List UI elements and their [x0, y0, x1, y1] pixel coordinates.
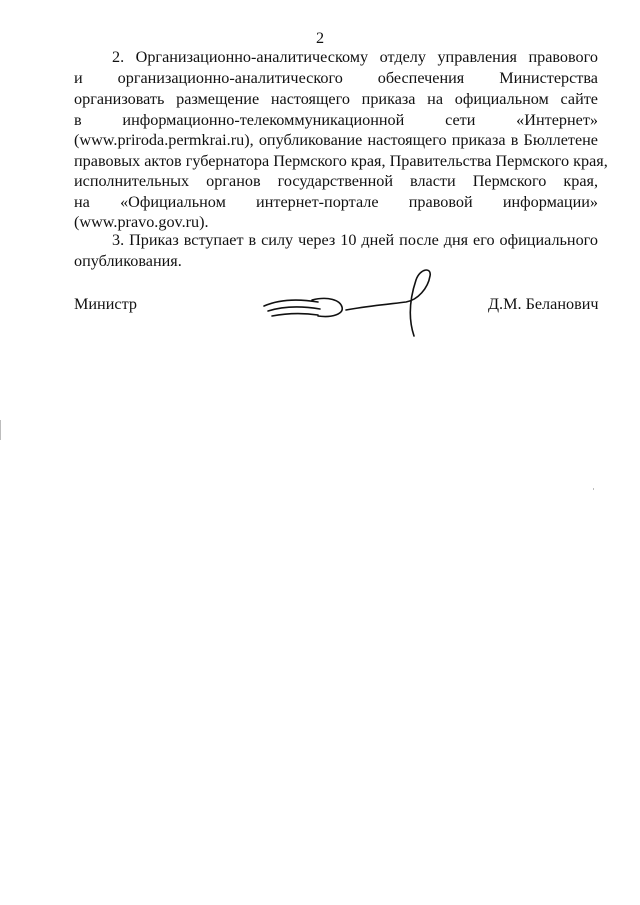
scan-edge-mark: [0, 420, 1, 440]
page-number: 2: [315, 29, 325, 47]
scan-speck: [593, 488, 594, 490]
paragraph-2-line-1: 2. Организационно-аналитическому отделу управления правового: [112, 48, 598, 66]
handwritten-signature: [258, 266, 458, 346]
signatory-name: Д.М. Беланович: [488, 295, 599, 313]
paragraph-2-line-8: на «Официальном интернет-портале правовой информации»: [74, 193, 598, 211]
paragraph-2-line-5: (www.priroda.permkrai.ru), опубликование настоящего приказа в Бюллетене: [74, 131, 598, 149]
signatory-title: Министр: [74, 295, 137, 313]
paragraph-2-line-9: (www.pravo.gov.ru).: [74, 213, 209, 231]
paragraph-2-line-3: организовать размещение настоящего приказа на официальном сайте: [74, 90, 598, 108]
paragraph-3-line-2: опубликования.: [74, 252, 182, 270]
paragraph-3-line-1: 3. Приказ вступает в силу через 10 дней после дня его официального: [112, 231, 598, 249]
paragraph-2-line-2: и организационно-аналитического обеспечения Министерства: [74, 69, 598, 87]
paragraph-2-line-7: исполнительных органов государственной власти Пермского края,: [74, 172, 598, 190]
paragraph-2-line-4: в информационно-телекоммуникационной сети «Интернет»: [74, 111, 598, 129]
paragraph-2-line-6: правовых актов губернатора Пермского края, Правительства Пермского края,: [74, 152, 608, 170]
